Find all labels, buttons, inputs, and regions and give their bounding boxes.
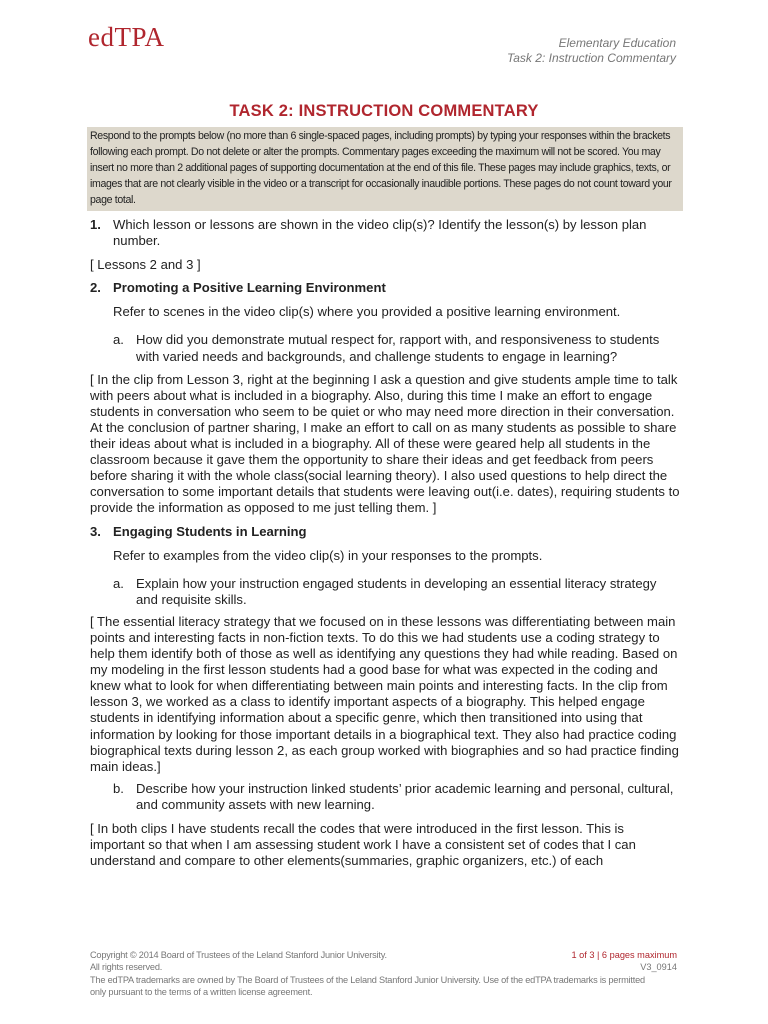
prompt-3a-text: Explain how your instruction engaged students in developing an essential literacy strategy and requisite skills. [136,575,657,607]
section-2-heading [90,280,680,296]
prompt-1-text: Which lesson or lessons are shown in the video clip(s)? Identify the lesson(s) by lesson plan number. [113,217,647,249]
prompt-3a [90,576,680,608]
footer-page-info [571,949,677,974]
edtpa-logo: edTPA [88,22,165,52]
page-title: TASK 2: INSTRUCTION COMMENTARY [229,102,539,120]
section-3-title: Engaging Students in Learning [113,523,307,539]
prompt-3a-label: a. [113,575,124,591]
answer-3a: [ The essential literacy strategy that we focused on in these lessons was differentiating between main points and interesting facts in non-fiction texts. To do this we had students use a coding strategy to help them identify both of those as well as identifying any questions they had while reading. Based on my modeling in the first lesson students had a good base for what was expected in the coding and knew what to look for when differentiating between main points and interesting facts. In the clip from lesson 3, we worked as a class to identify important aspects of a biography. This helped engage students in identifying information about a specific genre, which then transitioned into using that information by looking for those important details in a biographical text. They also had practice coding biographical texts during lesson 2, as each group worked with biographies and so had practice finding main ideas.] [90,613,679,774]
section-3-intro: Refer to examples from the video clip(s) in your responses to the prompts. [113,547,543,563]
instructions-box: Respond to the prompts below (no more than 6 single-spaced pages, including prompts) by typing your responses within the brackets following each prompt. Do not delete or alter the prompts. Commentary pages exceeding the maximum will not be scored. You may insert no more than 2 additional pages of supporting documentation at the end of this file. These pages may include graphics, texts, or images that are not clearly visible in the video or a transcript for occasionally inaudible portions. These pages do not count toward your page total. [87,127,683,211]
section-3-number: 3. [90,523,101,539]
prompt-1 [90,217,680,249]
section-2-number: 2. [90,280,101,296]
answer-1: [ Lessons 2 and 3 ] [90,257,201,273]
prompt-1-number: 1. [90,217,101,232]
prompt-3b [90,781,680,813]
footer-legal [90,949,650,999]
section-2-intro: Refer to scenes in the video clip(s) where you provided a positive learning environment. [113,304,621,320]
header-task: Task 2: Instruction Commentary [507,51,676,65]
footer-rights: All rights reserved. [90,962,163,973]
section-2-title: Promoting a Positive Learning Environment [113,280,386,296]
footer-copyright: Copyright © 2014 Board of Trustees of the Leland Stanford Junior University. [90,950,387,960]
page-count: 1 of 3 | 6 pages maximum [571,950,677,960]
header-subject: Elementary Education [558,36,676,50]
prompt-2a-text: How did you demonstrate mutual respect for, rapport with, and responsiveness to students with varied needs and backgrounds, and challenge students to engage in learning? [136,332,660,364]
prompt-3b-label: b. [113,780,124,796]
section-3-heading [90,524,680,540]
prompt-3b-text: Describe how your instruction linked students’ prior academic learning and personal, cultural, and community assets with new learning. [136,780,674,812]
answer-2a: [ In the clip from Lesson 3, right at the beginning I ask a question and give students ample time to talk with peers about what is included in a biography. Also, during this time I make an effort to engage students in conversation who seem to be quiet or who may need more direction in their conversation. At the conclusion of partner sharing, I make an effort to call on as many students as possible to share their ideas about what is included in a biography. All of these were geared help all students in the classroom because it gave them the opportunity to share their ideas and get feedback from peers before sharing it with the whole class(social learning theory). I also used questions to help direct the conversation to some important details that students were leaving out(i.e. dates), requiring students to provide the information as opposed to me just telling them. ] [90,371,680,516]
running-header [507,36,676,66]
footer-trademark: The edTPA trademarks are owned by The Board of Trustees of the Leland Stanford Junior University. Use of the edTPA trademarks is permitted only pursuant to the terms of a written license agreement. [90,974,645,998]
commentary-body [90,217,680,869]
prompt-2a-label: a. [113,332,124,348]
version-code: V3_0914 [640,962,677,973]
prompt-2a [90,332,680,364]
answer-3b: [ In both clips I have students recall the codes that were introduced in the first lesson. This is important so that when I am assessing student work I have a consistent set of codes that I can understand and compare to other elements(summaries, graphic organizers, etc.) of each [90,821,636,869]
